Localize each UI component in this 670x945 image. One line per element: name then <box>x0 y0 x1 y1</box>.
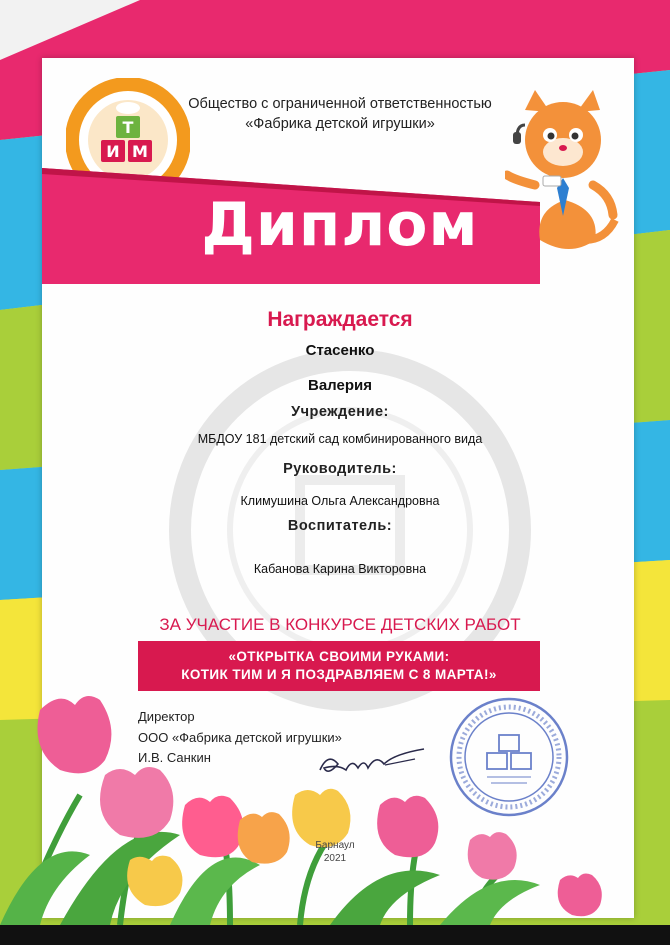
director-title: Директор <box>138 709 195 724</box>
recipient-surname: Стасенко <box>305 342 375 359</box>
contest-name-line-1: «ОТКРЫТКА СВОИМИ РУКАМИ: <box>228 649 450 664</box>
institution-label: Учреждение: <box>291 404 389 420</box>
cat-mascot-icon <box>505 90 623 260</box>
diploma-title: Диплом <box>201 190 479 260</box>
contest-name-line-2: КОТИК ТИМ И Я ПОЗДРАВЛЯЕМ С 8 МАРТА!» <box>181 667 497 682</box>
teacher-label: Воспитатель: <box>287 518 393 534</box>
director-name: И.В. Санкин <box>138 750 211 765</box>
recipient-first-name: Валерия <box>308 377 372 394</box>
city-label: Барнаул <box>315 840 355 851</box>
year-label: 2021 <box>323 853 347 864</box>
svg-text:Т: Т <box>122 118 134 137</box>
svg-text:И: И <box>106 142 120 161</box>
supervisor-value: Климушина Ольга Александровна <box>240 494 440 508</box>
bottom-black-bar <box>0 925 670 945</box>
svg-text:М: М <box>132 142 148 161</box>
director-company: ООО «Фабрика детской игрушки» <box>138 730 342 745</box>
institution-value: МБДОУ 181 детский сад комбинированного вида <box>197 432 483 446</box>
supervisor-label: Руководитель: <box>283 461 397 477</box>
teacher-value: Кабанова Карина Викторовна <box>253 562 427 576</box>
tulip-flowers-icon <box>0 680 670 925</box>
organization-line-2: «Фабрика детской игрушки» <box>245 116 435 132</box>
organization-line-1: Общество с ограниченной ответственностью <box>188 96 492 112</box>
awarded-label: Награждается <box>267 308 413 331</box>
contest-intro: ЗА УЧАСТИЕ В КОНКУРСЕ ДЕТСКИХ РАБОТ <box>159 615 521 634</box>
